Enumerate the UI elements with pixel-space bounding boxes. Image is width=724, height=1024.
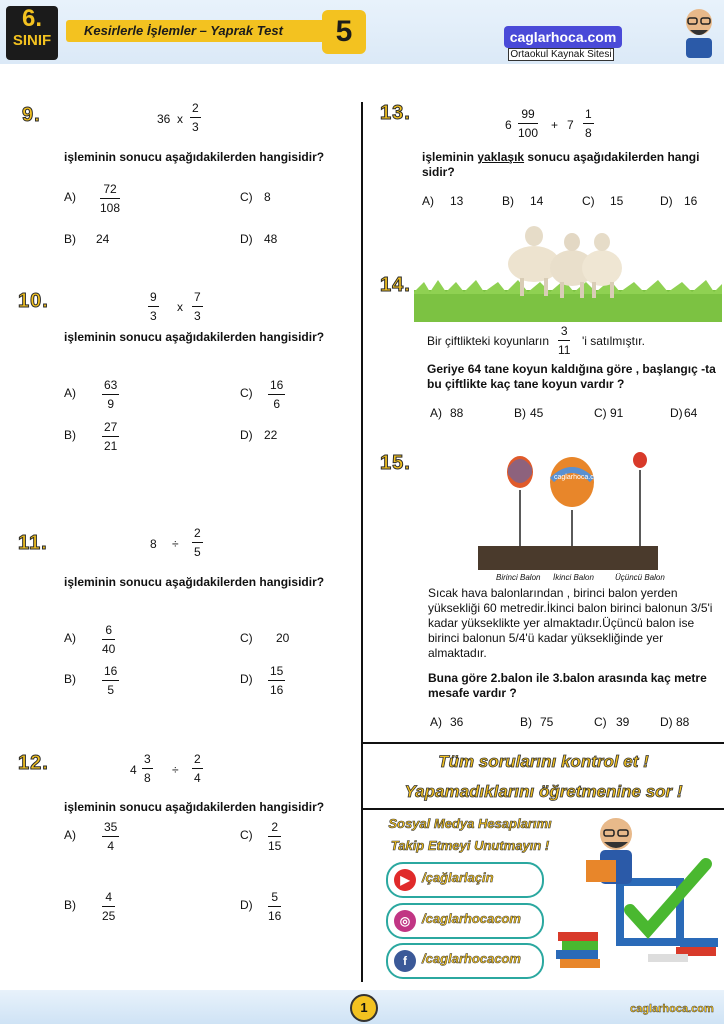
q13-operator: +: [551, 118, 559, 132]
banner-line-2: Yapamadıklarını öğretmenine sor !: [404, 782, 683, 801]
facebook-handle: /caglarhocacom: [422, 951, 521, 966]
q10-operator: x: [177, 300, 183, 314]
q10-option-a-label[interactable]: A): [64, 386, 76, 400]
instagram-icon: ◎: [394, 910, 416, 932]
q14-option-d-value: 64: [684, 406, 698, 420]
q11-option-a-value: $\frac{6}{40}$: [102, 623, 116, 656]
q13-option-a-value: 13: [450, 194, 464, 208]
q11-option-d-label[interactable]: D): [240, 672, 253, 686]
q9-option-c-label[interactable]: C): [240, 190, 253, 204]
q9-option-d-label[interactable]: D): [240, 232, 253, 246]
q10-option-b-label[interactable]: B): [64, 428, 76, 442]
q13-whole-2: 7: [567, 118, 574, 132]
q11-option-b-label[interactable]: B): [64, 672, 76, 686]
q9-option-a-value: $\frac{72}{108}$: [100, 182, 121, 215]
q9-option-b-label[interactable]: B): [64, 232, 76, 246]
youtube-icon: ▶: [394, 869, 416, 891]
social-heading-2: Takip Etmeyi Unutmayın !: [390, 838, 550, 853]
q11-option-c-value: 20: [276, 631, 290, 645]
q14-option-a-value: 88: [450, 406, 464, 420]
q9-option-b-value: 24: [96, 232, 110, 246]
q10-option-c-value: $\frac{16}{6}$: [270, 378, 284, 411]
q15-option-c-value: 39: [616, 715, 630, 729]
q15-option-d-label[interactable]: D): [660, 715, 673, 729]
q11-whole: 8: [150, 537, 157, 551]
q14-option-b-value: 45: [530, 406, 544, 420]
q12-option-a-value: $\frac{35}{4}$: [104, 820, 118, 853]
q14-question-text: Geriye 64 tane koyun kaldığına göre , başlangıç -ta bu çiftlikte kaç tane koyun vardır ?: [427, 362, 716, 391]
q13-fraction-2: $\frac{1}{8}$: [585, 107, 592, 140]
q14-option-c-label[interactable]: C): [594, 406, 607, 420]
q14-line1-prefix: Bir çiftlikteki koyunların: [427, 334, 550, 348]
q10-option-c-label[interactable]: C): [240, 386, 253, 400]
q15-option-a-value: 36: [450, 715, 464, 729]
worksheet-title: Kesirlerle İşlemler – Yaprak Test: [66, 20, 346, 42]
q13-option-b-label[interactable]: B): [502, 194, 514, 208]
instagram-handle: /caglarhocacom: [422, 911, 521, 926]
facebook-icon: f: [394, 950, 416, 972]
q14-line1-suffix: 'i satılmıştır.: [582, 334, 645, 348]
q15-paragraph: Sıcak hava balonlarından , birinci balon yerden yüksekliği 60 metredir.İkinci balon birinci balonun 3/5'i kadar yükseklikte yer almaktadır.Üçüncü balon ise birinci balonun 5/4'ü kadar yüksekliğinde yer almaktadır.: [428, 586, 713, 660]
question-number-9: 9.: [22, 104, 41, 126]
sheep-image: [414, 222, 722, 322]
grade-badge: [6, 6, 58, 60]
site-subtitle: Ortaokul Kaynak Sitesi: [508, 48, 614, 61]
question-number-10: 10.: [18, 290, 49, 312]
q9-operator: x: [177, 112, 183, 126]
q10-option-d-value: 22: [264, 428, 278, 442]
grade-number: 6.: [21, 5, 42, 32]
q10-question-text: işleminin sonucu aşağıdakilerden hangisidir?: [64, 330, 325, 344]
footer-site-link[interactable]: caglarhoca.com: [630, 1003, 714, 1015]
test-number: 5: [322, 10, 366, 54]
teacher-avatar-icon: [680, 4, 718, 58]
question-number-11: 11.: [18, 532, 48, 554]
q11-option-b-value: $\frac{16}{5}$: [104, 664, 118, 697]
site-logo: caglarhoca.com: [504, 26, 622, 48]
q13-option-d-label[interactable]: D): [660, 194, 673, 208]
q9-option-c-value: 8: [264, 190, 271, 204]
q9-question-text: işleminin sonucu aşağıdakilerden hangisidir?: [64, 150, 325, 164]
q15-option-b-value: 75: [540, 715, 554, 729]
q15-question-text: Buna göre 2.balon ile 3.balon arasında kaç metre mesafe vardır ?: [428, 671, 707, 700]
balloon-label-3: Üçüncü Balon: [615, 573, 665, 582]
q15-option-d-value: 88: [676, 715, 690, 729]
q12-fraction-2: $\frac{2}{4}$: [194, 752, 201, 785]
q14-option-c-value: 91: [610, 406, 624, 420]
q12-option-b-value: $\frac{4}{25}$: [102, 890, 116, 923]
q11-option-a-label[interactable]: A): [64, 631, 76, 645]
q15-option-b-label[interactable]: B): [520, 715, 532, 729]
balloon-label-1: Birinci Balon: [496, 573, 541, 582]
question-number-13: 13.: [380, 102, 411, 124]
q14-option-d-label[interactable]: D): [670, 406, 683, 420]
q11-question-text: işleminin sonucu aşağıdakilerden hangisidir?: [64, 575, 325, 589]
q12-option-a-label[interactable]: A): [64, 828, 76, 842]
question-number-12: 12.: [18, 752, 49, 774]
grade-label: SINIF: [12, 32, 52, 49]
q9-fraction: $\frac{2}{3}$: [192, 101, 199, 134]
q11-option-d-value: $\frac{15}{16}$: [270, 664, 284, 697]
q10-option-d-label[interactable]: D): [240, 428, 253, 442]
q15-option-a-label[interactable]: A): [430, 715, 442, 729]
banner-line-1: Tüm sorularını kontrol et !: [438, 752, 649, 771]
q11-option-c-label[interactable]: C): [240, 631, 253, 645]
q14-option-b-label[interactable]: B): [514, 406, 526, 420]
question-number-14: 14.: [380, 274, 411, 296]
q15-option-c-label[interactable]: C): [594, 715, 607, 729]
youtube-handle: /çağlarlaçin: [422, 870, 494, 885]
q9-whole: 36: [157, 112, 171, 126]
social-heading-1: Sosyal Medya Hesaplarımı: [388, 816, 552, 831]
q12-option-c-label[interactable]: C): [240, 828, 253, 842]
q13-fraction-1: $\frac{99}{100}$: [518, 107, 539, 140]
q13-option-c-value: 15: [610, 194, 624, 208]
q9-option-a-label[interactable]: A): [64, 190, 76, 204]
facebook-link[interactable]: [386, 943, 544, 979]
balloon-label-2: İkinci Balon: [553, 573, 594, 582]
q12-option-b-label[interactable]: B): [64, 898, 76, 912]
q10-fraction-2: $\frac{7}{3}$: [194, 290, 201, 323]
q13-option-d-value: 16: [684, 194, 698, 208]
column-divider: [361, 102, 363, 982]
q13-option-c-label[interactable]: C): [582, 194, 595, 208]
youtube-link[interactable]: [386, 862, 544, 898]
q11-fraction: $\frac{2}{5}$: [194, 526, 201, 559]
q12-option-c-value: $\frac{2}{15}$: [268, 820, 282, 853]
q10-option-a-value: $\frac{63}{9}$: [104, 378, 118, 411]
q12-question-text: işleminin sonucu aşağıdakilerden hangisidir?: [64, 800, 325, 814]
q13-option-a-label[interactable]: A): [422, 194, 434, 208]
instagram-link[interactable]: [386, 903, 544, 939]
q13-whole-1: 6: [505, 118, 512, 132]
question-number-15: 15.: [380, 452, 411, 474]
q12-option-d-value: $\frac{5}{16}$: [268, 890, 282, 923]
q12-operator: ÷: [172, 763, 179, 777]
q12-fraction-1: $\frac{3}{8}$: [144, 752, 151, 785]
q13-question-text: işleminin yaklaşık sonucu aşağıdakilerden hangi sidir?: [422, 150, 700, 179]
balloon-logo-text: caglarhoca.com: [554, 474, 604, 481]
balloons-illustration: [478, 450, 658, 570]
q12-whole: 4: [130, 763, 137, 777]
q14-fraction: $\frac{3}{11}$: [558, 324, 571, 357]
q10-fraction-1: $\frac{9}{3}$: [150, 290, 157, 323]
teacher-reading-illustration: [556, 812, 720, 980]
q10-option-b-value: $\frac{27}{21}$: [104, 420, 118, 453]
q13-option-b-value: 14: [530, 194, 544, 208]
q11-operator: ÷: [172, 537, 179, 551]
page-number: 1: [350, 994, 378, 1022]
q12-option-d-label[interactable]: D): [240, 898, 253, 912]
q9-option-d-value: 48: [264, 232, 278, 246]
q14-option-a-label[interactable]: A): [430, 406, 442, 420]
